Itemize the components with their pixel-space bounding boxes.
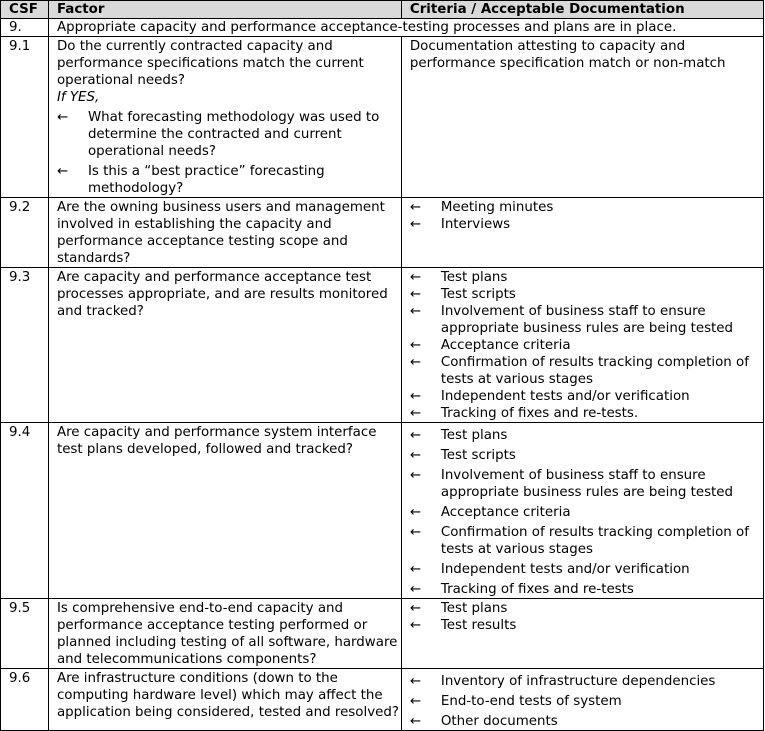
left-arrow-icon: ←	[409, 270, 422, 285]
left-arrow-icon: ←	[409, 525, 422, 540]
left-arrow-icon: ←	[56, 110, 69, 125]
criteria-item-text: Tracking of fixes and re-tests	[440, 582, 634, 597]
factor-bullet-text: What forecasting methodology was used to determine the contracted and current operational needs?	[87, 110, 380, 159]
table-row	[1, 669, 764, 731]
left-arrow-icon: ←	[409, 200, 422, 215]
criteria-item	[410, 600, 763, 617]
table-row	[1, 268, 764, 423]
left-arrow-icon: ←	[409, 448, 422, 463]
criteria-cell	[401, 268, 763, 423]
table-row	[1, 19, 764, 37]
left-arrow-icon: ←	[409, 674, 422, 689]
left-arrow-icon: ←	[409, 618, 422, 633]
csf-statement: Appropriate capacity and performance acceptance-testing processes and plans are in place.	[48, 19, 763, 37]
factor-text: Are capacity and performance system interface test plans developed, followed and tracked?	[48, 423, 401, 599]
left-arrow-icon: ←	[56, 164, 69, 179]
criteria-item-text: Confirmation of results tracking completion of tests at various stages	[440, 525, 749, 557]
left-arrow-icon: ←	[409, 304, 422, 319]
header-factor: Factor	[48, 1, 401, 19]
factor-bullet-text: Is this a “best practice” forecasting methodology?	[87, 164, 325, 196]
criteria-item	[410, 337, 763, 354]
left-arrow-icon: ←	[409, 562, 422, 577]
header-csf: CSF	[1, 1, 49, 19]
factor-cell	[48, 37, 401, 198]
left-arrow-icon: ←	[409, 389, 422, 404]
csf-number: 9.1	[1, 37, 49, 198]
factor-bullet	[57, 109, 401, 160]
criteria-text: Documentation attesting to capacity and performance specification match or non-match	[409, 39, 726, 71]
factor-subheading: If YES,	[56, 90, 100, 105]
criteria-cell	[401, 599, 763, 669]
criteria-item	[410, 713, 763, 730]
criteria-item	[410, 617, 763, 634]
csf-number: 9.2	[1, 198, 49, 268]
criteria-item	[410, 504, 763, 521]
criteria-cell	[401, 198, 763, 268]
factor-text: Do the currently contracted capacity and performance specifications match the current operational needs?	[56, 39, 364, 88]
criteria-item-text: Interviews	[440, 217, 511, 232]
criteria-item	[410, 427, 763, 444]
criteria-item-text: Confirmation of results tracking completion of tests at various stages	[440, 355, 749, 387]
criteria-item	[410, 693, 763, 710]
criteria-item-text: Test plans	[440, 428, 508, 443]
criteria-item	[410, 199, 763, 216]
csf-number: 9.5	[1, 599, 49, 669]
criteria-item-text: Test results	[440, 618, 517, 633]
left-arrow-icon: ←	[409, 505, 422, 520]
criteria-item	[410, 216, 763, 233]
criteria-cell	[401, 669, 763, 731]
table-row	[1, 423, 764, 599]
factor-text: Is comprehensive end-to-end capacity and performance acceptance testing performed or planned including testing of all software, hardware and telecommunications components?	[48, 599, 401, 669]
left-arrow-icon: ←	[409, 287, 422, 302]
header-row	[1, 1, 764, 19]
left-arrow-icon: ←	[409, 694, 422, 709]
criteria-item	[410, 673, 763, 690]
left-arrow-icon: ←	[409, 406, 422, 421]
criteria-item-text: Test scripts	[440, 287, 516, 302]
criteria-item-text: Involvement of business staff to ensure appropriate business rules are being tested	[440, 468, 734, 500]
criteria-item-text: Other documents	[440, 714, 558, 729]
criteria-item	[410, 524, 763, 558]
criteria-item	[410, 354, 763, 388]
criteria-cell	[401, 423, 763, 599]
table-row	[1, 198, 764, 268]
csf-number: 9.	[1, 19, 49, 37]
criteria-item	[410, 269, 763, 286]
csf-number: 9.3	[1, 268, 49, 423]
csf-number: 9.6	[1, 669, 49, 731]
criteria-item	[410, 561, 763, 578]
criteria-item-text: Inventory of infrastructure dependencies	[440, 674, 716, 689]
criteria-item	[410, 447, 763, 464]
criteria-item	[410, 581, 763, 598]
left-arrow-icon: ←	[409, 217, 422, 232]
factor-bullet	[57, 163, 401, 197]
criteria-item	[410, 467, 763, 501]
left-arrow-icon: ←	[409, 601, 422, 616]
factor-text: Are the owning business users and management involved in establishing the capacity and performance acceptance testing scope and standards?	[48, 198, 401, 268]
left-arrow-icon: ←	[409, 468, 422, 483]
criteria-item	[410, 405, 763, 422]
criteria-item-text: Test plans	[440, 601, 508, 616]
criteria-item-text: Involvement of business staff to ensure appropriate business rules are being tested	[440, 304, 734, 336]
criteria-item-text: End-to-end tests of system	[440, 694, 622, 709]
criteria-item-text: Test scripts	[440, 448, 516, 463]
criteria-item-text: Acceptance criteria	[440, 505, 571, 520]
criteria-item-text: Test plans	[440, 270, 508, 285]
criteria-item	[410, 303, 763, 337]
table-row	[1, 37, 764, 198]
criteria-item	[410, 388, 763, 405]
criteria-item-text: Independent tests and/or verification	[440, 562, 690, 577]
csf-number: 9.4	[1, 423, 49, 599]
left-arrow-icon: ←	[409, 714, 422, 729]
criteria-item-text: Tracking of fixes and re-tests.	[440, 406, 639, 421]
criteria-item-text: Independent tests and/or verification	[440, 389, 690, 404]
factor-text: Are capacity and performance acceptance test processes appropriate, and are results monitored and tracked?	[48, 268, 401, 423]
left-arrow-icon: ←	[409, 355, 422, 370]
header-criteria: Criteria / Acceptable Documentation	[401, 1, 763, 19]
criteria-item-text: Meeting minutes	[440, 200, 554, 215]
left-arrow-icon: ←	[409, 428, 422, 443]
criteria-cell	[401, 37, 763, 198]
left-arrow-icon: ←	[409, 582, 422, 597]
left-arrow-icon: ←	[409, 338, 422, 353]
criteria-item-text: Acceptance criteria	[440, 338, 571, 353]
criteria-item	[410, 286, 763, 303]
factor-text: Are infrastructure conditions (down to the computing hardware level) which may affect the application being considered, tested and resolved?	[48, 669, 401, 731]
table-row	[1, 599, 764, 669]
